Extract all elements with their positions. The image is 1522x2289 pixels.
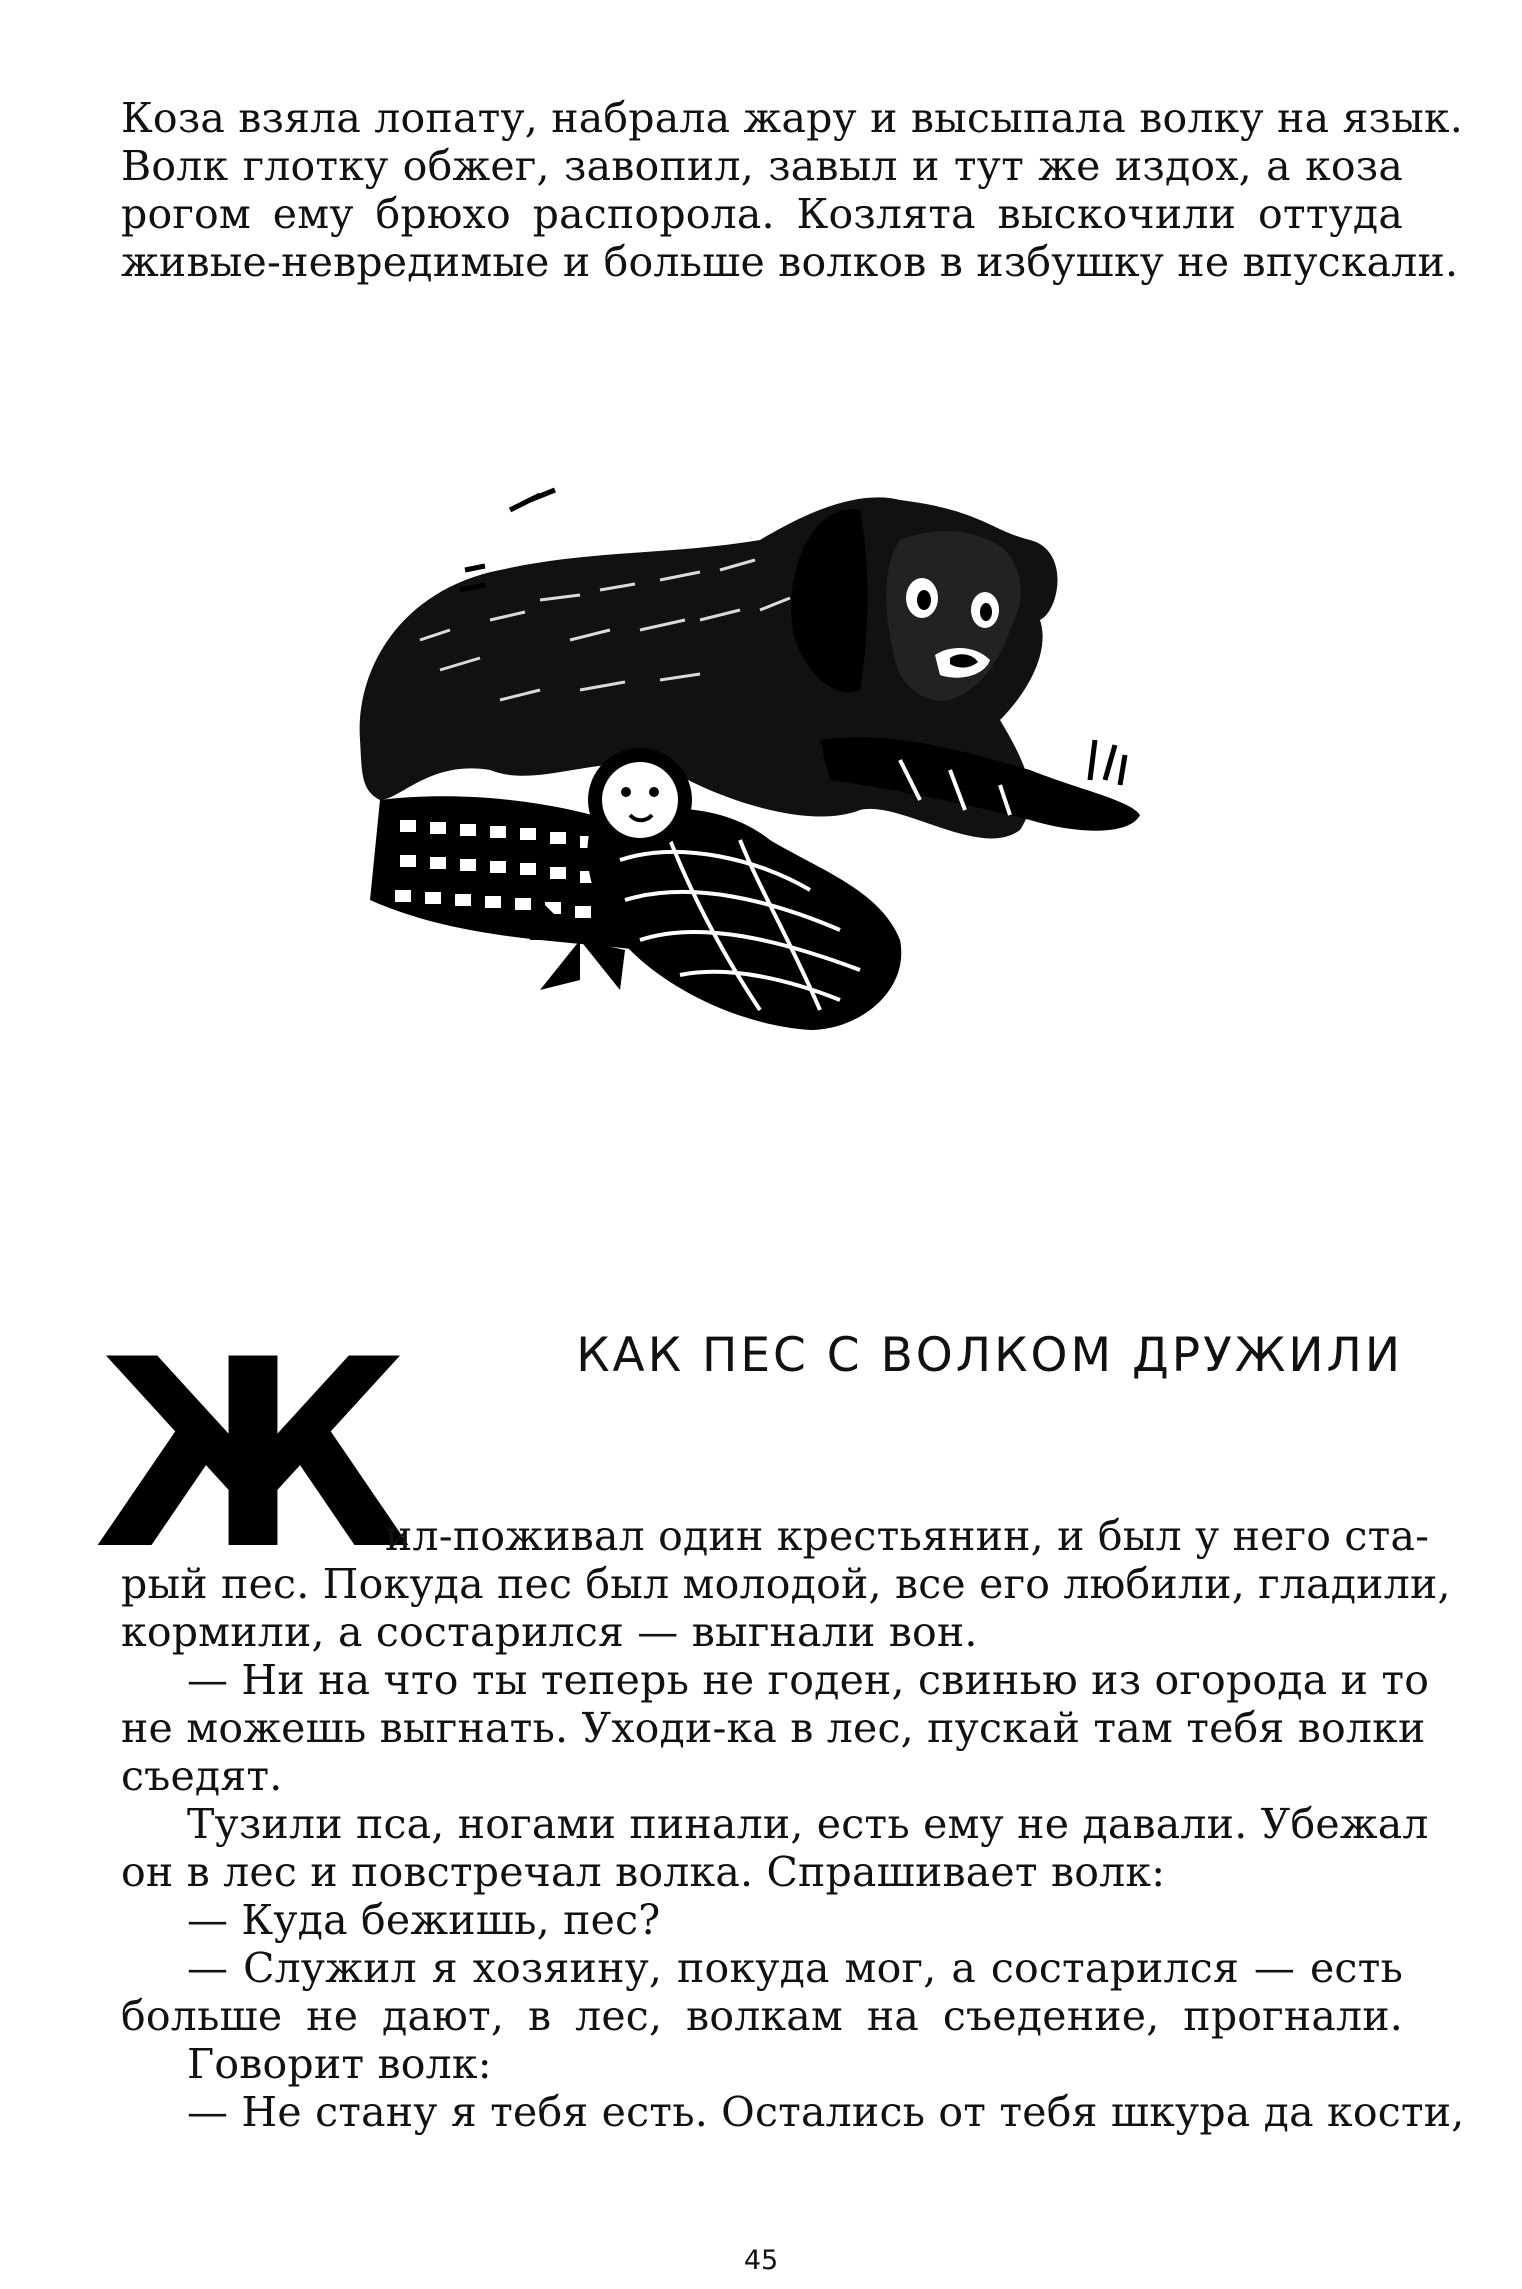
page-number: 45 (743, 2245, 779, 2276)
text-line: — Не стану я тебя есть. Остались от тебя шкура да кости, (187, 2088, 1465, 2136)
text-line: больше не дают, в лес, волкам на съедение, прогнали. (121, 1992, 1403, 2040)
text-line: съедят. (121, 1752, 283, 1800)
text-line: Коза взяла лопату, набрала жару и высыпала волку на язык. (121, 94, 1463, 142)
text-line: кормили, а состарился — выгнали вон. (121, 1608, 978, 1656)
text-line: рый пес. Покуда пес был молодой, все его любили, гладили, (121, 1560, 1451, 1608)
text-line: он в лес и повстречал волка. Спрашивает волк: (121, 1848, 1166, 1896)
text-line: — Куда бежишь, пес? (187, 1896, 661, 1944)
text-line: Говорит волк: (187, 2040, 492, 2088)
dog-and-baby-woodcut-illustration (340, 470, 1170, 1100)
text-line: живые-невредимые и больше волков в избушку не впускали. (121, 238, 1459, 286)
text-line: ил-поживал один крестьянин, и был у него ста- (385, 1512, 1430, 1560)
text-line: не можешь выгнать. Уходи-ка в лес, пускай там тебя волки (121, 1704, 1426, 1752)
drop-cap-letter-zhe (93, 1305, 413, 1607)
text-line: рогом ему брюхо распорола. Козлята выскочили оттуда (121, 190, 1403, 238)
text-line: Волк глотку обжег, завопил, завыл и тут же издох, а коза (121, 142, 1403, 190)
text-line: Тузили пса, ногами пинали, есть ему не давали. Убежал (187, 1800, 1429, 1848)
text-line: — Ни на что ты теперь не годен, свинью из огорода и то (187, 1656, 1430, 1704)
text-line: — Служил я хозяину, покуда мог, а состарился — есть (187, 1944, 1403, 1992)
intro-paragraph (121, 94, 1463, 286)
story-title: КАК ПЕС С ВОЛКОМ ДРУЖИЛИ (576, 1328, 1403, 1383)
story-body (121, 1560, 1465, 2136)
svg-text:Ж: Ж (93, 1305, 413, 1607)
